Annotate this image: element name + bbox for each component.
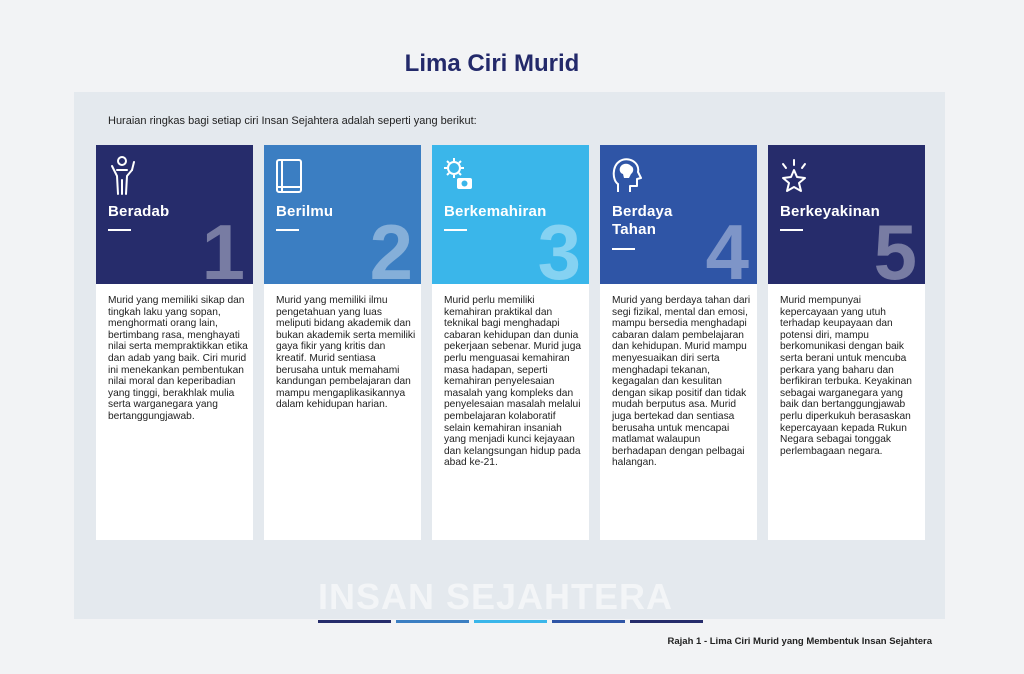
title-underline (444, 229, 467, 231)
color-bar-3 (474, 620, 547, 623)
card-description: Murid yang berdaya tahan dari segi fizikal, mental dan emosi, mampu bersedia menghadapi cabaran dalam pembelajaran dan kehidupan. Murid mampu menyesuaikan diri serta menghadapi tekanan, kegagalan dan kesulitan dengan sikap positif dan tidak mudah berputus asa. Murid juga bertekad dan sentiasa berusaha untuk mencapai matlamat walaupun berhadapan dengan pelbagai halangan. (612, 295, 751, 469)
card-description: Murid yang memiliki ilmu pengetahuan yang luas meliputi bidang akademik dan bukan akademik serta memiliki gaya fikir yang kritis dan kreatif. Murid sentiasa berusaha untuk memahami kandungan pembelajaran dan mampu mengaplikasikannya dalam kehidupan harian. (276, 295, 416, 411)
head-brain-icon (610, 156, 642, 196)
card-number: 3 (537, 208, 581, 284)
card-header (264, 145, 421, 284)
card-number: 4 (705, 208, 749, 284)
star-icon (778, 156, 810, 196)
card-number: 2 (369, 208, 413, 284)
watermark-text: INSAN SEJAHTERA (318, 576, 674, 617)
card-number: 5 (873, 208, 917, 284)
content-panel (74, 92, 945, 619)
card-title: Berkeyakinan (780, 203, 880, 220)
title-underline (276, 229, 299, 231)
figure-caption: Rajah 1 - Lima Ciri Murid yang Membentuk Insan Sejahtera (667, 636, 932, 647)
person-icon (106, 156, 138, 196)
card-title: Berkemahiran (444, 203, 547, 220)
card-berilmu (264, 145, 421, 540)
card-header (600, 145, 757, 284)
card-beradab (96, 145, 253, 540)
card-title: Berilmu (276, 203, 334, 220)
page-title: Lima Ciri Murid (404, 50, 580, 77)
card-title: Berdaya Tahan (612, 203, 673, 238)
card-description: Murid yang memiliki sikap dan tingkah laku yang sopan, menghormati orang lain, bertimbang rasa, menghayati nilai serta mempraktikkan etika dan adab yang baik. Ciri murid ini menekankan pembentukan nilai moral dan keperibadian yang tinggi, berakhlak mulia serta warganegara yang bertanggungjawab. (108, 295, 248, 422)
card-header (768, 145, 925, 284)
card-berkemahiran (432, 145, 589, 540)
intro-text: Huraian ringkas bagi setiap ciri Insan Sejahtera adalah seperti yang berikut: (108, 115, 477, 127)
title-underline (108, 229, 131, 231)
card-description: Murid mempunyai kepercayaan yang utuh terhadap keupayaan dan potensi diri, mampu berkomunikasi dengan baik serta berani untuk mencuba perkara yang baharu dan berfikiran terbuka. Keyakinan sebagai warganegara yang baik dan bertanggungjawab perlu diperkukuh berasaskan kepercayaan kepada Rukun Negara sebagai tonggak perlembagaan negara. (780, 295, 912, 457)
card-header (96, 145, 253, 284)
color-bar-2 (396, 620, 469, 623)
card-title: Beradab (108, 203, 170, 220)
card-header (432, 145, 589, 284)
card-description: Murid perlu memiliki kemahiran praktikal dan teknikal bagi menghadapi cabaran kehidupan dan dunia pekerjaan sebenar. Murid juga perlu menguasai kemahiran masa hadapan, seperti kemahiran penyelesaian masalah yang kompleks dan penyelesaian masalah melalui pembelajaran kolaboratif selain kemahiran insaniah yang menjadi kunci kejayaan dan kelangsungan hidup pada abad ke-21. (444, 295, 582, 469)
gears-icon (442, 156, 474, 196)
card-berkeyakinan (768, 145, 925, 540)
title-underline (780, 229, 803, 231)
color-bar-1 (318, 620, 391, 623)
color-bar-4 (552, 620, 625, 623)
card-berdaya-tahan (600, 145, 757, 540)
book-icon (274, 156, 306, 196)
card-number: 1 (201, 208, 245, 284)
color-bar-5 (630, 620, 703, 623)
title-underline (612, 248, 635, 250)
